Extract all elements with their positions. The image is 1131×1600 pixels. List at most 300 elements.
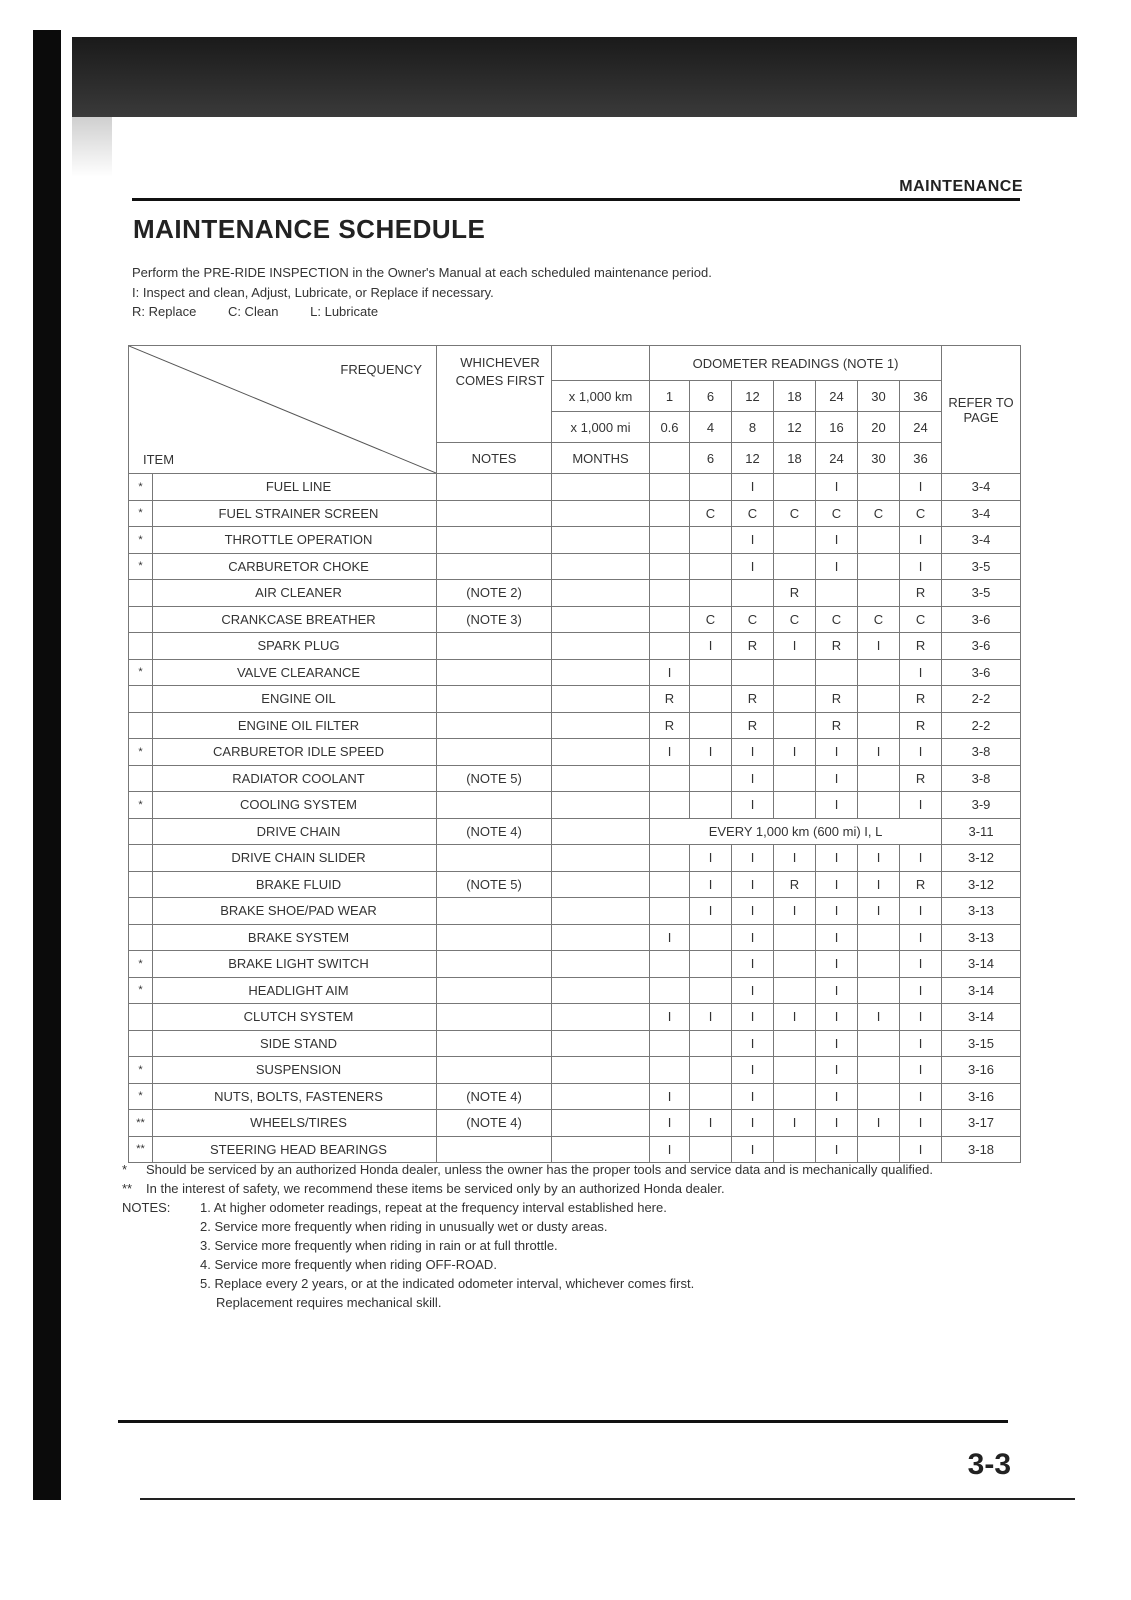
- section-label: MAINTENANCE: [899, 178, 1023, 195]
- refer-page: 3-6: [942, 659, 1021, 686]
- scan-top-band: [72, 37, 1077, 117]
- schedule-cell: C: [816, 606, 858, 633]
- table-row: [129, 633, 1021, 660]
- months-cell: [552, 606, 650, 633]
- table-row: [129, 1083, 1021, 1110]
- refer-page: 3-18: [942, 1136, 1021, 1163]
- schedule-cell: I: [900, 474, 942, 501]
- schedule-cell: I: [690, 1110, 732, 1137]
- table-row: [129, 1030, 1021, 1057]
- refer-page: 3-16: [942, 1083, 1021, 1110]
- km-label: x 1,000 km: [552, 381, 650, 412]
- schedule-cell: [774, 1030, 816, 1057]
- schedule-cell: [774, 1136, 816, 1163]
- schedule-cell: [774, 553, 816, 580]
- schedule-cell: [858, 1030, 900, 1057]
- schedule-cell: R: [900, 686, 942, 713]
- item-name: WHEELS/TIRES: [153, 1110, 437, 1137]
- table-row: [129, 924, 1021, 951]
- refer-page: 3-12: [942, 845, 1021, 872]
- schedule-cell: I: [774, 633, 816, 660]
- months-cell: [552, 792, 650, 819]
- schedule-cell: I: [816, 1004, 858, 1031]
- item-note: (NOTE 2): [437, 580, 552, 607]
- km-reading: 30: [858, 381, 900, 412]
- schedule-cell: [650, 553, 690, 580]
- schedule-cell: [858, 977, 900, 1004]
- schedule-cell: I: [690, 871, 732, 898]
- item-name: VALVE CLEARANCE: [153, 659, 437, 686]
- refer-page: 3-8: [942, 765, 1021, 792]
- item-note: [437, 686, 552, 713]
- footnote-mark: **: [122, 1181, 133, 1196]
- schedule-cell: I: [900, 1083, 942, 1110]
- item-name: SPARK PLUG: [153, 633, 437, 660]
- schedule-cell: [816, 659, 858, 686]
- km-reading: 24: [816, 381, 858, 412]
- service-mark: [129, 898, 153, 925]
- schedule-cell: R: [900, 580, 942, 607]
- months-cell: [552, 977, 650, 1004]
- months-cell: [552, 1083, 650, 1110]
- item-name: CARBURETOR CHOKE: [153, 553, 437, 580]
- schedule-cell: I: [816, 527, 858, 554]
- service-mark: [129, 845, 153, 872]
- service-mark: *: [129, 500, 153, 527]
- note-item: 2. Service more frequently when riding in unusually wet or dusty areas.: [200, 1219, 608, 1234]
- schedule-cell: I: [816, 765, 858, 792]
- schedule-cell: [690, 1030, 732, 1057]
- scan-bottom-edge: [140, 1498, 1075, 1500]
- schedule-cell: [858, 924, 900, 951]
- months-cell: [552, 818, 650, 845]
- schedule-cell: I: [774, 1004, 816, 1031]
- table-row: [129, 474, 1021, 501]
- schedule-cell: [690, 1136, 732, 1163]
- schedule-cell: [650, 977, 690, 1004]
- schedule-cell: [690, 977, 732, 1004]
- table-row: [129, 1136, 1021, 1163]
- schedule-cell: I: [900, 951, 942, 978]
- schedule-cell: [774, 712, 816, 739]
- unit-blank: [552, 346, 650, 381]
- schedule-cell: I: [650, 1004, 690, 1031]
- schedule-cell: C: [774, 606, 816, 633]
- schedule-cell: I: [732, 845, 774, 872]
- schedule-cell: I: [858, 739, 900, 766]
- months-cell: [552, 1030, 650, 1057]
- item-note: (NOTE 4): [437, 818, 552, 845]
- schedule-cell: I: [732, 1136, 774, 1163]
- schedule-cell: I: [774, 898, 816, 925]
- schedule-cell: [650, 951, 690, 978]
- months-reading: 12: [732, 443, 774, 474]
- notes-block: [122, 1198, 1022, 1312]
- schedule-cell: R: [732, 686, 774, 713]
- months-reading: [650, 443, 690, 474]
- schedule-cell: [858, 686, 900, 713]
- table-row: [129, 951, 1021, 978]
- schedule-cell: R: [650, 686, 690, 713]
- schedule-cell: [690, 659, 732, 686]
- months-cell: [552, 845, 650, 872]
- schedule-cell: [690, 1057, 732, 1084]
- schedule-cell: R: [900, 633, 942, 660]
- months-cell: [552, 951, 650, 978]
- months-cell: [552, 765, 650, 792]
- item-name: AIR CLEANER: [153, 580, 437, 607]
- item-label: ITEM: [143, 452, 175, 467]
- schedule-cell: [690, 474, 732, 501]
- months-reading: 24: [816, 443, 858, 474]
- refer-page: 3-13: [942, 898, 1021, 925]
- schedule-cell: I: [900, 792, 942, 819]
- item-name: RADIATOR COOLANT: [153, 765, 437, 792]
- table-row: [129, 580, 1021, 607]
- months-reading: 30: [858, 443, 900, 474]
- mi-reading: 4: [690, 412, 732, 443]
- schedule-cell: C: [816, 500, 858, 527]
- schedule-cell: C: [690, 500, 732, 527]
- schedule-cell: [858, 1057, 900, 1084]
- months-cell: [552, 659, 650, 686]
- service-mark: **: [129, 1110, 153, 1137]
- item-name: BRAKE SHOE/PAD WEAR: [153, 898, 437, 925]
- table-row: [129, 527, 1021, 554]
- note-item: Replacement requires mechanical skill.: [216, 1295, 442, 1310]
- item-name: DRIVE CHAIN SLIDER: [153, 845, 437, 872]
- service-mark: **: [129, 1136, 153, 1163]
- schedule-cell: [774, 527, 816, 554]
- schedule-cell: [858, 1083, 900, 1110]
- schedule-cell: [732, 580, 774, 607]
- schedule-cell: [690, 1083, 732, 1110]
- service-mark: [129, 686, 153, 713]
- item-note: [437, 951, 552, 978]
- schedule-cell: R: [774, 580, 816, 607]
- months-cell: [552, 527, 650, 554]
- table-row: [129, 871, 1021, 898]
- odometer-header: ODOMETER READINGS (NOTE 1): [650, 346, 942, 381]
- item-name: THROTTLE OPERATION: [153, 527, 437, 554]
- service-mark: *: [129, 659, 153, 686]
- schedule-cell: [650, 871, 690, 898]
- refer-page: 3-12: [942, 871, 1021, 898]
- refer-page: 3-14: [942, 1004, 1021, 1031]
- table-row: [129, 1057, 1021, 1084]
- schedule-cell: I: [858, 1110, 900, 1137]
- note-item: 5. Replace every 2 years, or at the indicated odometer interval, whichever comes first.: [200, 1276, 695, 1291]
- note-item: 1. At higher odometer readings, repeat at the frequency interval established here.: [200, 1200, 667, 1215]
- schedule-cell: [858, 659, 900, 686]
- schedule-cell: I: [732, 474, 774, 501]
- table-row: [129, 712, 1021, 739]
- item-note: [437, 553, 552, 580]
- schedule-cell: [690, 792, 732, 819]
- item-note: [437, 924, 552, 951]
- item-note: (NOTE 5): [437, 871, 552, 898]
- schedule-cell: [650, 1030, 690, 1057]
- schedule-cell: [650, 898, 690, 925]
- item-note: [437, 792, 552, 819]
- schedule-cell: I: [816, 977, 858, 1004]
- service-mark: *: [129, 1083, 153, 1110]
- schedule-cell: [858, 553, 900, 580]
- schedule-cell: C: [732, 606, 774, 633]
- schedule-cell: [650, 580, 690, 607]
- months-cell: [552, 500, 650, 527]
- refer-page: 3-17: [942, 1110, 1021, 1137]
- schedule-cell: R: [900, 765, 942, 792]
- item-note: [437, 659, 552, 686]
- months-reading: 36: [900, 443, 942, 474]
- km-reading: 18: [774, 381, 816, 412]
- item-name: DRIVE CHAIN: [153, 818, 437, 845]
- whichever-comes-first: WHICHEVER COMES FIRST: [437, 346, 552, 443]
- km-reading: 1: [650, 381, 690, 412]
- service-mark: *: [129, 553, 153, 580]
- schedule-cell: C: [900, 500, 942, 527]
- note-item: 4. Service more frequently when riding OFF-ROAD.: [200, 1257, 497, 1272]
- schedule-cell: [858, 1136, 900, 1163]
- schedule-cell: I: [732, 792, 774, 819]
- schedule-cell: I: [858, 845, 900, 872]
- schedule-cell: I: [732, 898, 774, 925]
- schedule-cell: I: [774, 739, 816, 766]
- schedule-cell: C: [690, 606, 732, 633]
- schedule-cell: I: [690, 739, 732, 766]
- schedule-cell: I: [732, 1030, 774, 1057]
- item-name: STEERING HEAD BEARINGS: [153, 1136, 437, 1163]
- schedule-cell: I: [858, 1004, 900, 1031]
- notes-heading: NOTES:: [122, 1200, 171, 1215]
- legend-lubricate: L: Lubricate: [310, 304, 379, 319]
- schedule-cell: I: [690, 633, 732, 660]
- schedule-cell: I: [900, 527, 942, 554]
- item-note: (NOTE 4): [437, 1110, 552, 1137]
- schedule-cell: I: [816, 898, 858, 925]
- service-mark: [129, 765, 153, 792]
- refer-page: 3-13: [942, 924, 1021, 951]
- schedule-cell: R: [650, 712, 690, 739]
- service-mark: [129, 1004, 153, 1031]
- service-mark: [129, 633, 153, 660]
- schedule-cell: R: [774, 871, 816, 898]
- months-cell: [552, 1136, 650, 1163]
- service-mark: [129, 924, 153, 951]
- refer-page: 3-14: [942, 977, 1021, 1004]
- refer-page: 3-6: [942, 606, 1021, 633]
- table-row: [129, 606, 1021, 633]
- schedule-cell: I: [732, 739, 774, 766]
- refer-page: 2-2: [942, 712, 1021, 739]
- schedule-cell: I: [900, 1030, 942, 1057]
- schedule-cell: I: [900, 845, 942, 872]
- schedule-cell: I: [900, 1057, 942, 1084]
- schedule-cell: [732, 659, 774, 686]
- table-row: [129, 977, 1021, 1004]
- schedule-cell: I: [732, 871, 774, 898]
- service-mark: [129, 606, 153, 633]
- schedule-cell: I: [816, 1057, 858, 1084]
- months-cell: [552, 553, 650, 580]
- months-cell: [552, 924, 650, 951]
- item-note: [437, 1057, 552, 1084]
- item-name: CRANKCASE BREATHER: [153, 606, 437, 633]
- service-mark: *: [129, 474, 153, 501]
- refer-page: 3-14: [942, 951, 1021, 978]
- schedule-cell: R: [732, 633, 774, 660]
- item-note: (NOTE 4): [437, 1083, 552, 1110]
- schedule-cell: [650, 1057, 690, 1084]
- schedule-cell: [816, 580, 858, 607]
- schedule-cell: [650, 606, 690, 633]
- schedule-cell: [690, 527, 732, 554]
- note-item: 3. Service more frequently when riding in rain or at full throttle.: [200, 1238, 558, 1253]
- schedule-cell: I: [732, 527, 774, 554]
- frequency-label: FREQUENCY: [340, 362, 422, 377]
- mi-reading: 20: [858, 412, 900, 443]
- schedule-cell: [774, 765, 816, 792]
- schedule-cell: [774, 474, 816, 501]
- schedule-cell: [690, 924, 732, 951]
- mi-reading: 8: [732, 412, 774, 443]
- item-name: FUEL STRAINER SCREEN: [153, 500, 437, 527]
- item-name: ENGINE OIL FILTER: [153, 712, 437, 739]
- schedule-cell: [858, 951, 900, 978]
- schedule-cell: [774, 1083, 816, 1110]
- item-note: [437, 474, 552, 501]
- schedule-cell: R: [900, 712, 942, 739]
- schedule-cell: [690, 686, 732, 713]
- schedule-cell: [774, 659, 816, 686]
- schedule-cell: I: [900, 659, 942, 686]
- schedule-cell: [774, 792, 816, 819]
- schedule-cell: C: [858, 500, 900, 527]
- notes-list: [122, 1198, 1022, 1312]
- service-mark: [129, 580, 153, 607]
- footnote-single: * Should be serviced by an authorized Honda dealer, unless the owner has the proper tools and service data and is mechanically qualified.: [122, 1162, 933, 1177]
- refer-page: 3-11: [942, 818, 1021, 845]
- item-note: [437, 977, 552, 1004]
- schedule-cell: I: [732, 1004, 774, 1031]
- intro-line-1: Perform the PRE-RIDE INSPECTION in the Owner's Manual at each scheduled maintenance period.: [132, 265, 712, 280]
- schedule-cell: [650, 792, 690, 819]
- service-mark: *: [129, 739, 153, 766]
- schedule-cell: I: [816, 845, 858, 872]
- refer-page: 3-8: [942, 739, 1021, 766]
- service-mark: [129, 818, 153, 845]
- footnote-double: ** In the interest of safety, we recommend these items be serviced only by an authorized Honda dealer.: [122, 1181, 725, 1196]
- maintenance-schedule-table: [128, 345, 1021, 1163]
- service-mark: *: [129, 951, 153, 978]
- refer-page: 3-5: [942, 553, 1021, 580]
- page-number: 3-3: [967, 1448, 1011, 1481]
- schedule-cell: I: [732, 1110, 774, 1137]
- scan-shadow: [72, 117, 112, 177]
- schedule-cell: I: [732, 951, 774, 978]
- km-reading: 6: [690, 381, 732, 412]
- schedule-cell: I: [732, 553, 774, 580]
- service-mark: *: [129, 1057, 153, 1084]
- item-note: [437, 633, 552, 660]
- table-row: [129, 553, 1021, 580]
- refer-page: 3-4: [942, 527, 1021, 554]
- refer-page: 2-2: [942, 686, 1021, 713]
- table-row: [129, 1110, 1021, 1137]
- item-name: FUEL LINE: [153, 474, 437, 501]
- schedule-cell: [858, 792, 900, 819]
- schedule-cell: [858, 712, 900, 739]
- months-cell: [552, 686, 650, 713]
- refer-page: 3-5: [942, 580, 1021, 607]
- schedule-cell: I: [650, 1083, 690, 1110]
- schedule-cell: I: [900, 977, 942, 1004]
- schedule-cell: [774, 686, 816, 713]
- schedule-cell: I: [732, 924, 774, 951]
- schedule-cell: R: [816, 712, 858, 739]
- schedule-cell: I: [774, 845, 816, 872]
- item-name: ENGINE OIL: [153, 686, 437, 713]
- months-cell: [552, 871, 650, 898]
- refer-page: 3-4: [942, 500, 1021, 527]
- schedule-cell: I: [732, 1083, 774, 1110]
- schedule-cell: [774, 924, 816, 951]
- months-cell: [552, 474, 650, 501]
- table-row: [129, 500, 1021, 527]
- item-name: CARBURETOR IDLE SPEED: [153, 739, 437, 766]
- schedule-cell: [774, 977, 816, 1004]
- schedule-cell: [690, 553, 732, 580]
- refer-page: 3-16: [942, 1057, 1021, 1084]
- schedule-cell: [650, 527, 690, 554]
- schedule-cell: [650, 633, 690, 660]
- page-edge-shadow: [33, 30, 61, 1500]
- table-row: [129, 898, 1021, 925]
- schedule-cell: I: [816, 1136, 858, 1163]
- schedule-cell: I: [858, 898, 900, 925]
- frequency-item-header: [129, 346, 437, 474]
- notes-header: NOTES: [437, 443, 552, 474]
- months-label: MONTHS: [552, 443, 650, 474]
- footnote-mark: *: [122, 1162, 128, 1177]
- months-cell: [552, 898, 650, 925]
- table-row: [129, 1004, 1021, 1031]
- service-mark: *: [129, 977, 153, 1004]
- months-cell: [552, 633, 650, 660]
- schedule-cell: [858, 474, 900, 501]
- schedule-cell: [690, 765, 732, 792]
- months-cell: [552, 739, 650, 766]
- schedule-cell: [690, 712, 732, 739]
- schedule-cell: I: [900, 553, 942, 580]
- months-cell: [552, 1110, 650, 1137]
- schedule-cell: [858, 580, 900, 607]
- service-mark: *: [129, 527, 153, 554]
- item-note: [437, 1136, 552, 1163]
- mi-label: x 1,000 mi: [552, 412, 650, 443]
- months-cell: [552, 1057, 650, 1084]
- item-name: BRAKE SYSTEM: [153, 924, 437, 951]
- footer-rule: [118, 1420, 1008, 1423]
- months-cell: [552, 712, 650, 739]
- table-row: [129, 659, 1021, 686]
- item-note: [437, 500, 552, 527]
- table-row: [129, 686, 1021, 713]
- item-note: [437, 527, 552, 554]
- item-name: COOLING SYSTEM: [153, 792, 437, 819]
- schedule-cell: R: [816, 633, 858, 660]
